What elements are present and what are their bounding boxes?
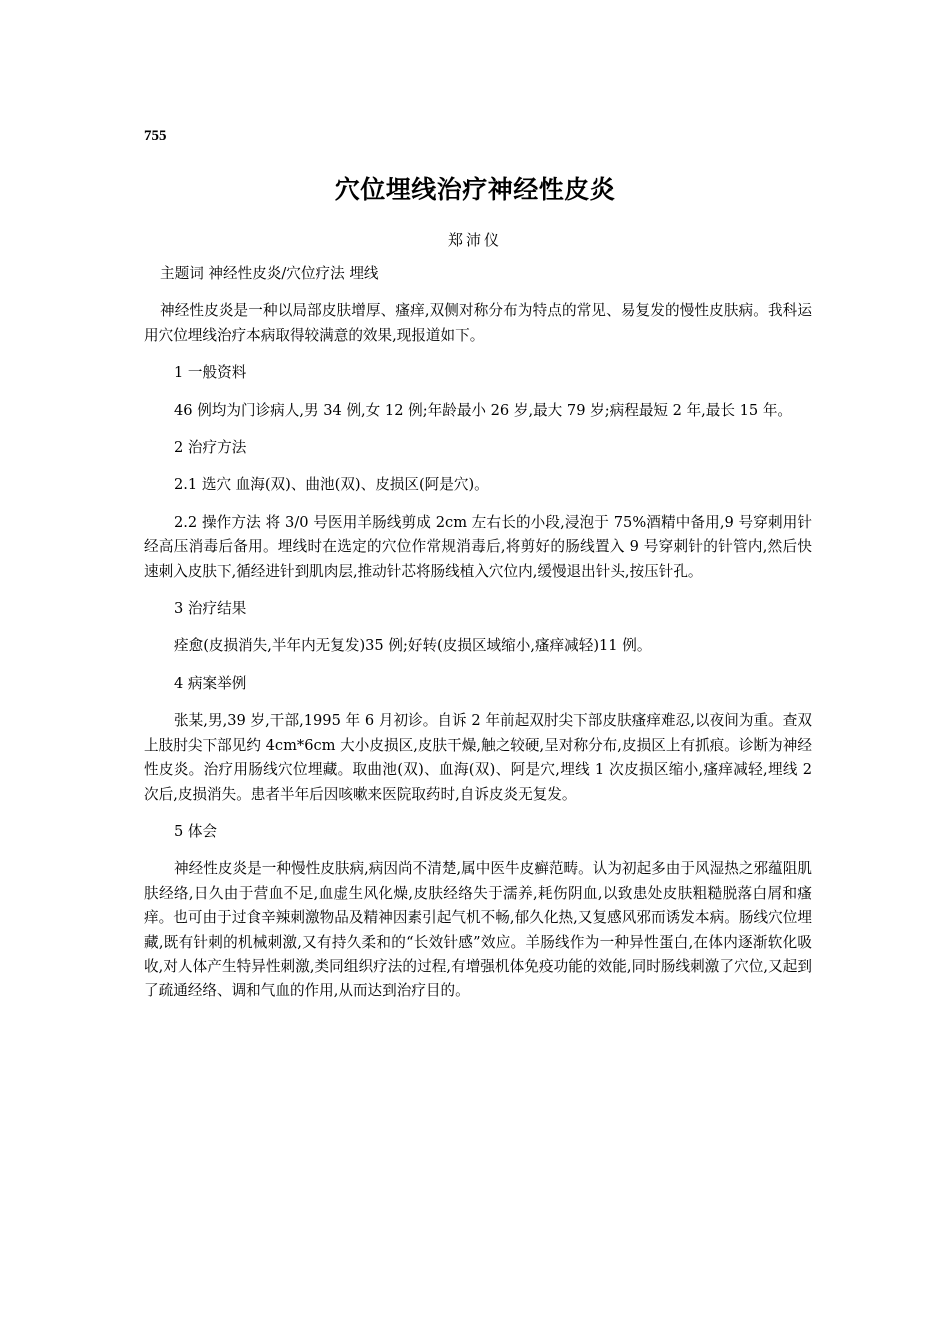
section-5-text: 神经性皮炎是一种慢性皮肤病,病因尚不清楚,属中医牛皮癣范畴。认为初起多由于风湿热之邪蕴阻肌肤经络,日久由于营血不足,血虚生风化燥,皮肤经络失于濡养,耗伤阴血,以致患处皮肤粗糙脱落白屑和瘙痒。也可由于过食辛辣刺激物品及精神因素引起气机不畅,郁久化热,又复感风邪而诱发本病。肠线穴位埋藏,既有针刺的机械刺激,又有持久柔和的“长效针感”效应。羊肠线作为一种异性蛋白,在体内逐渐软化吸收,对人体产生特异性刺激,类同组织疗法的过程,有增强机体免疫功能的效能,同时肠线刺激了穴位,又起到了疏通经络、调和气血的作用,从而达到治疗目的。 bbox=[144, 860, 812, 1000]
keywords: 主题词 神经性皮炎/穴位疗法 埋线 bbox=[160, 265, 379, 282]
article-body bbox=[144, 262, 812, 1017]
section-2-heading: 2 治疗方法 bbox=[174, 439, 247, 457]
section-2-2-text: 2.2 操作方法 将 3/0 号医用羊肠线剪成 2cm 左右长的小段,浸泡于 75%酒精中备用,9 号穿刺用针经高压消毒后备用。埋线时在选定的穴位作常规消毒后,将剪好的肠线置入 9 号穿刺针的针管内,然后快速刺入皮肤下,循经进针到肌肉层,推动针芯将肠线植入穴位内,缓慢退出针头,按压针孔。 bbox=[144, 513, 812, 580]
section-5-heading: 5 体会 bbox=[174, 822, 218, 840]
section-3-heading: 3 治疗结果 bbox=[174, 600, 247, 618]
author-name: 郑沛仪 bbox=[447, 231, 502, 249]
section-4-heading: 4 病案举例 bbox=[174, 674, 247, 692]
intro-paragraph: 神经性皮炎是一种以局部皮肤增厚、瘙痒,双侧对称分布为特点的常见、易复发的慢性皮肤病。我科运用穴位埋线治疗本病取得较满意的效果,现报道如下。 bbox=[144, 302, 812, 344]
section-4-text: 张某,男,39 岁,干部,1995 年 6 月初诊。自诉 2 年前起双肘尖下部皮肤瘙痒难忍,以夜间为重。查双上肢肘尖下部见约 4cm*6cm 大小皮损区,皮肤干燥,触之较硬,呈对称分布,皮损区上有抓痕。诊断为神经性皮炎。治疗用肠线穴位埋藏。取曲池(双)、血海(双)、阿是穴,埋线 1 次皮损区缩小,瘙痒减轻,埋线 2 次后,皮损消失。患者半年后因咳嗽来医院取药时,自诉皮炎无复发。 bbox=[144, 712, 812, 803]
section-1-text: 46 例均为门诊病人,男 34 例,女 12 例;年龄最小 26 岁,最大 79 岁;病程最短 2 年,最长 15 年。 bbox=[174, 401, 793, 419]
page-number: 755 bbox=[144, 128, 167, 144]
section-3-text: 痊愈(皮损消失,半年内无复发)35 例;好转(皮损区域缩小,瘙痒减轻)11 例。 bbox=[174, 637, 652, 655]
section-2-1-text: 2.1 选穴 血海(双)、曲池(双)、皮损区(阿是穴)。 bbox=[174, 476, 489, 494]
section-1-heading: 1 一般资料 bbox=[174, 364, 247, 382]
article-title: 穴位埋线治疗神经性皮炎 bbox=[334, 175, 616, 204]
